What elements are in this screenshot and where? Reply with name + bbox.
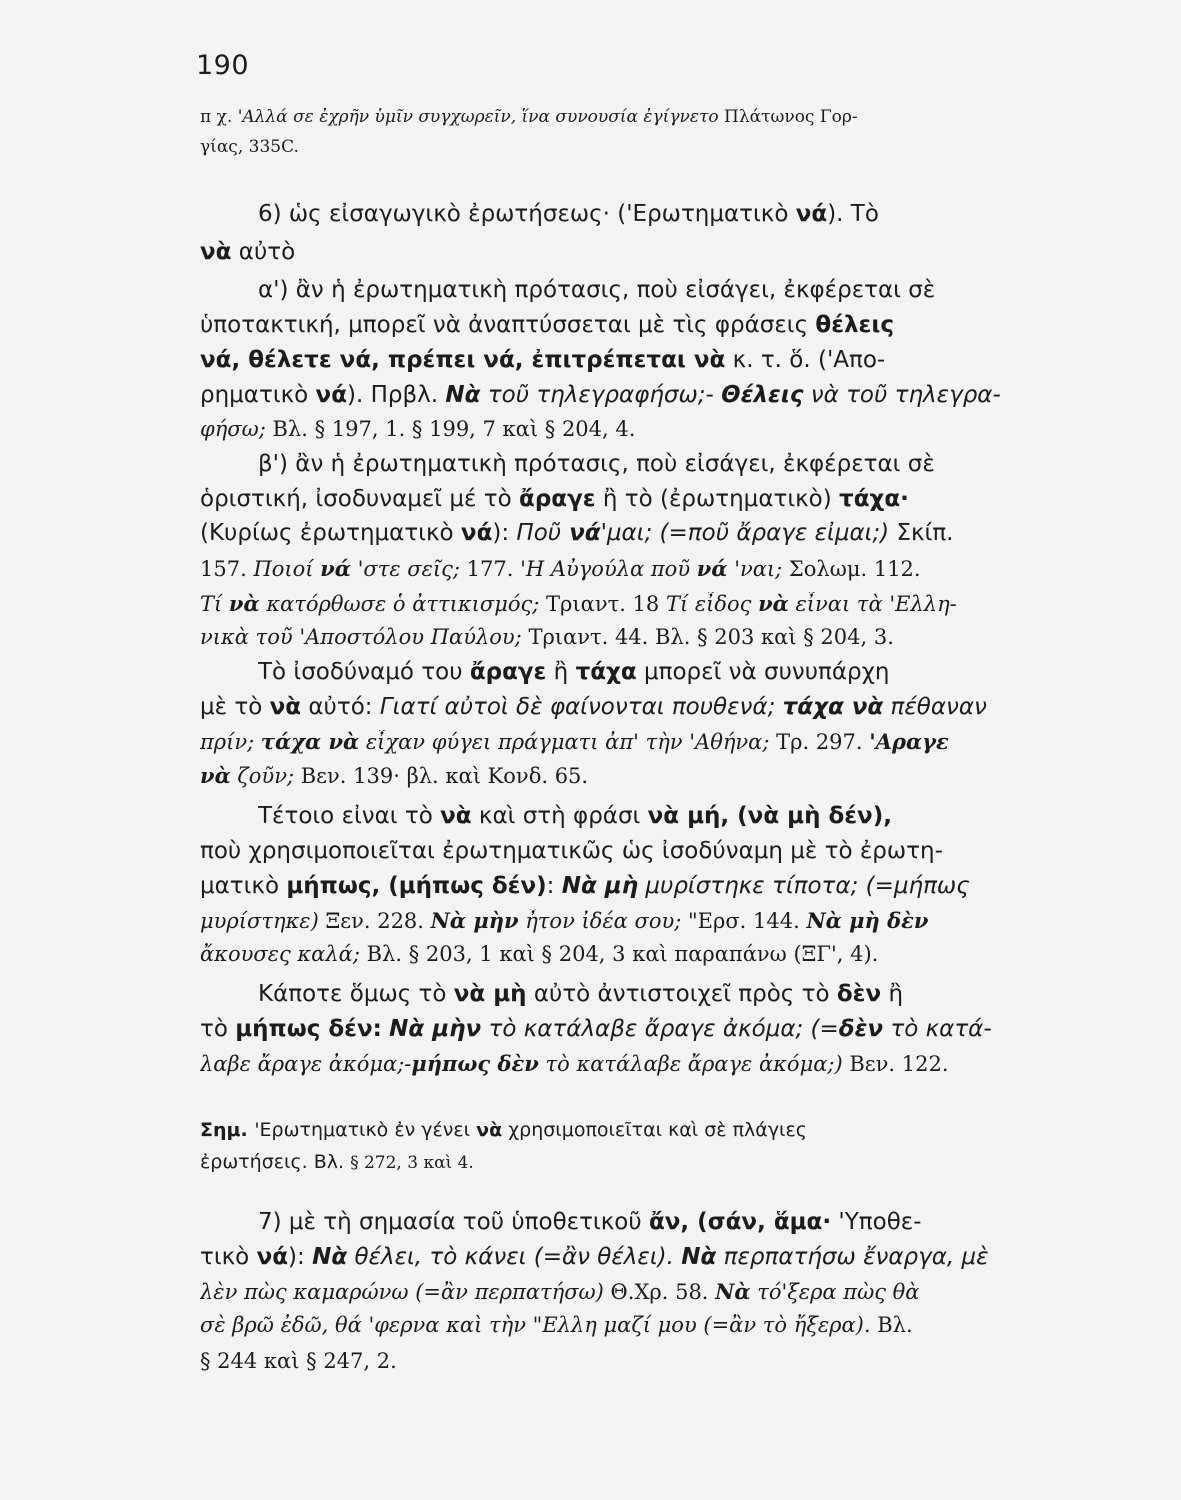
text-line xyxy=(200,874,1055,899)
text-fragment: 7) μὲ τὴ σημασία τοῦ ὑποθετικοῦ xyxy=(258,1210,649,1235)
text-line xyxy=(200,1120,1055,1141)
text-fragment: Βλ. xyxy=(870,1314,913,1337)
text-fragment xyxy=(681,1245,716,1270)
text-line xyxy=(200,487,1055,512)
text-fragment: καὶ στὴ φράσι xyxy=(471,804,648,829)
text-fragment: νά xyxy=(696,557,728,581)
text-line xyxy=(200,839,1055,864)
text-fragment: κ. τ. ὅ. ('Απο- xyxy=(725,348,886,373)
text-line xyxy=(200,313,1055,338)
text-line xyxy=(258,982,1055,1007)
text-fragment xyxy=(561,521,600,546)
text-fragment xyxy=(562,874,638,899)
text-line xyxy=(200,108,1055,127)
text-fragment xyxy=(721,383,803,408)
text-fragment: μυρίστηκε τίποτα; (=μήπως xyxy=(638,874,970,899)
text-fragment: εἶναι τὰ 'Ελλη- xyxy=(788,592,957,616)
text-line xyxy=(200,418,1055,441)
text-line xyxy=(200,1314,1055,1337)
text-fragment: νά xyxy=(795,202,828,227)
text-line xyxy=(200,1350,1055,1373)
text-fragment: ). Πρβλ. xyxy=(347,383,446,408)
text-line xyxy=(258,202,1055,227)
text-fragment: Νὰ xyxy=(715,1280,751,1304)
text-fragment: β') ἂν ἡ ἐρωτηματικὴ πρότασις, ποὺ εἰσάγει, ἐκφέρεται σὲ xyxy=(258,452,935,477)
text-fragment: Νὰ μὴ xyxy=(561,874,639,899)
text-fragment: περπατήσω ἔναργα, μὲ xyxy=(716,1245,989,1270)
text-fragment: ἦτον ἰδέα σου; xyxy=(518,909,682,933)
text-fragment: § 272, 3 καὶ 4. xyxy=(350,1153,474,1173)
text-fragment: μπορεῖ νὰ συνυπάρχη xyxy=(636,660,890,685)
text-fragment: τάχα xyxy=(575,660,637,685)
text-fragment: νά, θέλετε νά, πρέπει νά, ἐπιτρέπεται νὰ xyxy=(200,348,726,373)
text-fragment: ). Τὸ xyxy=(827,202,879,227)
text-fragment: Τριαντ. 44. Βλ. § 203 καὶ § 204, 3. xyxy=(521,626,894,649)
text-fragment: ἄν, (σάν, ἅμα· xyxy=(648,1210,832,1235)
text-line xyxy=(200,730,1055,754)
text-fragment: ἄκουσες καλά; xyxy=(200,943,360,966)
text-fragment: μήπως δέν: xyxy=(235,1017,382,1042)
text-fragment: ὑποτακτική, μπορεῖ νὰ ἀναπτύσσεται μὲ τὶς φράσεις xyxy=(200,313,816,338)
text-fragment: νὰ xyxy=(440,804,472,829)
text-fragment xyxy=(431,909,519,933)
text-line xyxy=(200,557,1055,581)
text-fragment xyxy=(715,1280,750,1304)
text-fragment xyxy=(839,1017,883,1042)
text-fragment: νά xyxy=(561,521,601,546)
text-fragment: Νὰ μὴ δὲν xyxy=(806,909,929,933)
text-fragment: νὰ xyxy=(758,592,789,616)
text-fragment: σὲ βρῶ ἐδῶ, θά 'φερνα καὶ τὴν "Ελλη μαζί μου (=ἂν τὸ ἤξερα). xyxy=(200,1314,871,1337)
text-fragment: νὰ xyxy=(269,695,302,720)
text-fragment: 'Ερωτηματικὸ ἐν γένει xyxy=(254,1120,477,1141)
text-fragment: ζοῦν; xyxy=(230,764,295,788)
text-fragment: 'Αλλά σε ἐχρῆν ὑμῖν συγχωρεῖν, ἵνα συνουσία ἐγίγνετο xyxy=(237,108,719,127)
text-fragment: μήπως, (μήπως δέν) xyxy=(286,874,547,899)
text-fragment: Θέλεις xyxy=(721,383,804,408)
text-line xyxy=(200,1280,1055,1304)
text-fragment: νὰ μὴ xyxy=(453,982,527,1007)
text-fragment: Τέτοιο εἶναι τὸ xyxy=(258,804,441,829)
text-fragment: Νὰ μὴν xyxy=(430,909,519,933)
text-line xyxy=(258,278,1055,303)
text-fragment: Ξεν. 228. xyxy=(318,909,431,933)
text-fragment: Θ.Χρ. 58. xyxy=(603,1280,716,1304)
text-line xyxy=(200,138,1055,157)
text-fragment: τὸ κατάλαβε ἄραγε ἀκόμα;) xyxy=(538,1052,843,1076)
text-fragment: ἐρωτήσεις. Βλ. xyxy=(200,1152,351,1173)
text-fragment: ὁριστική, ἰσοδυναμεῖ μέ τὸ xyxy=(200,487,520,512)
text-fragment: Τρ. 297. xyxy=(769,730,870,754)
text-fragment: τάχα νὰ xyxy=(782,695,884,720)
text-fragment: τό'ξερα πὼς θὰ xyxy=(750,1280,920,1304)
text-fragment: Γιατί αὐτοὶ δὲ φαίνονται πουθενά; xyxy=(379,695,783,720)
text-fragment: μὲ τὸ xyxy=(200,695,270,720)
text-fragment: ἢ xyxy=(881,982,904,1007)
text-line xyxy=(200,592,1055,616)
text-fragment: π χ. xyxy=(200,108,238,127)
text-fragment xyxy=(312,1245,347,1270)
text-fragment: τὸ xyxy=(200,1017,236,1042)
text-fragment: νά xyxy=(256,1245,289,1270)
text-fragment: Κάποτε ὅμως τὸ xyxy=(258,982,454,1007)
text-fragment: νὰ xyxy=(200,764,231,788)
text-fragment: ποὺ χρησιμοποιεῖται ἐρωτηματικῶς ὡς ἰσοδύναμη μὲ τὸ ἐρωτη- xyxy=(200,839,943,864)
text-fragment: Νὰ xyxy=(312,1245,348,1270)
text-fragment: ἢ τὸ (ἐρωτηματικὸ) xyxy=(595,487,840,512)
text-fragment: α') ἂν ἡ ἐρωτηματικὴ πρότασις, ποὺ εἰσάγει, ἐκφέρεται σὲ xyxy=(258,278,936,303)
text-fragment xyxy=(697,557,728,581)
text-fragment: νά xyxy=(460,521,493,546)
text-fragment xyxy=(229,592,260,616)
text-fragment: νὰ xyxy=(476,1120,503,1141)
text-fragment xyxy=(261,730,359,754)
text-fragment: Σολωμ. 112. xyxy=(782,557,921,581)
text-fragment xyxy=(806,909,928,933)
text-line xyxy=(200,383,1055,408)
text-fragment: νὰ μή, (νὰ μὴ δέν), xyxy=(647,804,892,829)
text-fragment: ): xyxy=(492,521,517,546)
text-fragment: τικὸ xyxy=(200,1245,257,1270)
text-fragment xyxy=(445,383,480,408)
text-fragment: ἄραγε xyxy=(469,660,547,685)
text-fragment: Ποῦ xyxy=(516,521,562,546)
text-line xyxy=(200,521,1055,546)
text-fragment: θέλεις xyxy=(815,313,894,338)
text-fragment: αὐτὸ xyxy=(231,240,296,265)
text-fragment: πέθαναν xyxy=(883,695,987,720)
text-fragment: 'Αραγε xyxy=(869,730,949,754)
text-fragment: 'Η Αὐγούλα ποῦ xyxy=(520,557,697,581)
text-fragment xyxy=(758,592,789,616)
text-line xyxy=(200,695,1055,720)
text-fragment: Βεν. 122. xyxy=(842,1052,949,1076)
text-fragment xyxy=(783,695,884,720)
text-line xyxy=(200,764,1055,788)
text-fragment: μυρίστηκε) xyxy=(200,909,319,933)
text-fragment: δὲν xyxy=(838,1017,884,1042)
text-line xyxy=(200,240,1055,265)
text-fragment: νικὰ τοῦ 'Αποστόλου Παύλου; xyxy=(200,626,522,649)
text-fragment: τάχα· xyxy=(839,487,909,512)
text-fragment: : xyxy=(546,874,562,899)
text-line xyxy=(200,943,1055,966)
text-line xyxy=(200,348,1055,373)
text-fragment: 'Υποθε- xyxy=(831,1210,922,1235)
text-fragment: πρίν; xyxy=(200,730,261,754)
text-fragment xyxy=(389,1017,481,1042)
text-fragment: θέλει, τὸ κάνει (=ἂν θέλει). xyxy=(347,1245,674,1270)
text-fragment: Ποιοί xyxy=(253,557,321,581)
text-fragment: 'ναι; xyxy=(727,557,783,581)
text-line xyxy=(258,660,1055,685)
text-fragment: εἶχαν φύγει πράγματι ἀπ' τὴν 'Αθήνα; xyxy=(359,730,770,754)
text-fragment: λαβε ἄραγε ἀκόμα;- xyxy=(200,1052,412,1076)
text-fragment: Τὸ ἰσοδύναμό του xyxy=(258,660,470,685)
text-line xyxy=(258,452,1055,477)
text-fragment: Σημ. xyxy=(200,1120,255,1141)
text-fragment: νὰ xyxy=(200,240,232,265)
text-fragment: τὸ κατάλαβε ἄραγε ἀκόμα; (= xyxy=(481,1017,839,1042)
text-fragment xyxy=(320,557,351,581)
text-fragment: ἢ xyxy=(546,660,576,685)
text-fragment: αὐτό: xyxy=(301,695,380,720)
text-fragment: - xyxy=(705,383,722,408)
text-fragment: νά xyxy=(320,557,351,581)
text-line xyxy=(200,1245,1055,1270)
text-fragment: κατόρθωσε ὁ ἀττικισμός; xyxy=(259,592,540,616)
text-fragment: ἄραγε xyxy=(519,487,596,512)
text-fragment: τοῦ τηλεγραφήσω; xyxy=(480,383,706,408)
text-fragment: νά xyxy=(315,383,348,408)
text-fragment: 'μαι; (=ποῦ ἄραγε εἶμαι;) xyxy=(600,521,890,546)
text-fragment: (Κυρίως ἐρωτηματικὸ xyxy=(200,521,461,546)
text-fragment: λὲν πὼς καμαρώνω (=ἂν περπατήσω) xyxy=(200,1280,604,1304)
text-fragment: Τριαντ. 18 xyxy=(539,592,666,616)
text-fragment: 6) ὡς εἰσαγωγικὸ ἐρωτήσεως· ('Ερωτηματικὸ xyxy=(258,202,796,227)
text-fragment xyxy=(869,730,948,754)
text-fragment: 'στε σεῖς; xyxy=(350,557,460,581)
text-fragment: δὲν xyxy=(836,982,882,1007)
text-fragment: 157. xyxy=(200,557,254,581)
text-fragment: αὐτὸ ἀντιστοιχεῖ πρὸς τὸ xyxy=(526,982,837,1007)
text-fragment: νὰ xyxy=(228,592,260,616)
text-fragment: φήσω; xyxy=(200,418,266,441)
text-fragment: τάχα νὰ xyxy=(260,730,360,754)
text-fragment: Βλ. § 203, 1 καὶ § 204, 3 καὶ παραπάνω (ΞΓ', 4). xyxy=(359,943,879,966)
text-fragment: γίας, 335C. xyxy=(200,138,299,157)
text-fragment xyxy=(200,764,231,788)
text-fragment: Τί xyxy=(200,592,229,616)
text-fragment: χρησιμοποιεῖται καὶ σὲ πλάγιες xyxy=(502,1120,807,1141)
text-line xyxy=(200,1017,1055,1042)
text-fragment: ρηματικὸ xyxy=(200,383,316,408)
text-fragment: Βλ. § 197, 1. § 199, 7 καὶ § 204, 4. xyxy=(265,418,636,441)
text-fragment xyxy=(411,1052,538,1076)
text-fragment: ματικὸ xyxy=(200,874,287,899)
text-fragment: Νὰ xyxy=(681,1245,717,1270)
text-fragment: Σκίπ. xyxy=(889,521,954,546)
text-line xyxy=(200,1152,1055,1173)
text-fragment: "Ερσ. 144. xyxy=(681,909,807,933)
text-fragment: § 244 καὶ § 247, 2. xyxy=(200,1350,397,1373)
text-fragment: Νὰ μὴν xyxy=(389,1017,482,1042)
text-fragment: ): xyxy=(288,1245,313,1270)
text-fragment: τὸ κατά- xyxy=(883,1017,992,1042)
text-fragment: νὰ τοῦ τηλεγρα- xyxy=(803,383,1001,408)
text-fragment: Νὰ xyxy=(445,383,481,408)
text-fragment: 177. xyxy=(459,557,521,581)
text-line xyxy=(200,626,1055,649)
text-line xyxy=(200,1052,1055,1076)
text-fragment: Τί εἶδος xyxy=(665,592,759,616)
text-fragment: Πλάτωνος Γορ- xyxy=(718,108,858,127)
text-fragment: Βεν. 139· βλ. καὶ Κονδ. 65. xyxy=(294,764,589,788)
text-fragment: μήπως δὲν xyxy=(411,1052,539,1076)
page-number: 190 xyxy=(196,50,250,81)
text-line xyxy=(258,804,1055,829)
text-line xyxy=(200,909,1055,933)
text-line xyxy=(258,1210,1055,1235)
